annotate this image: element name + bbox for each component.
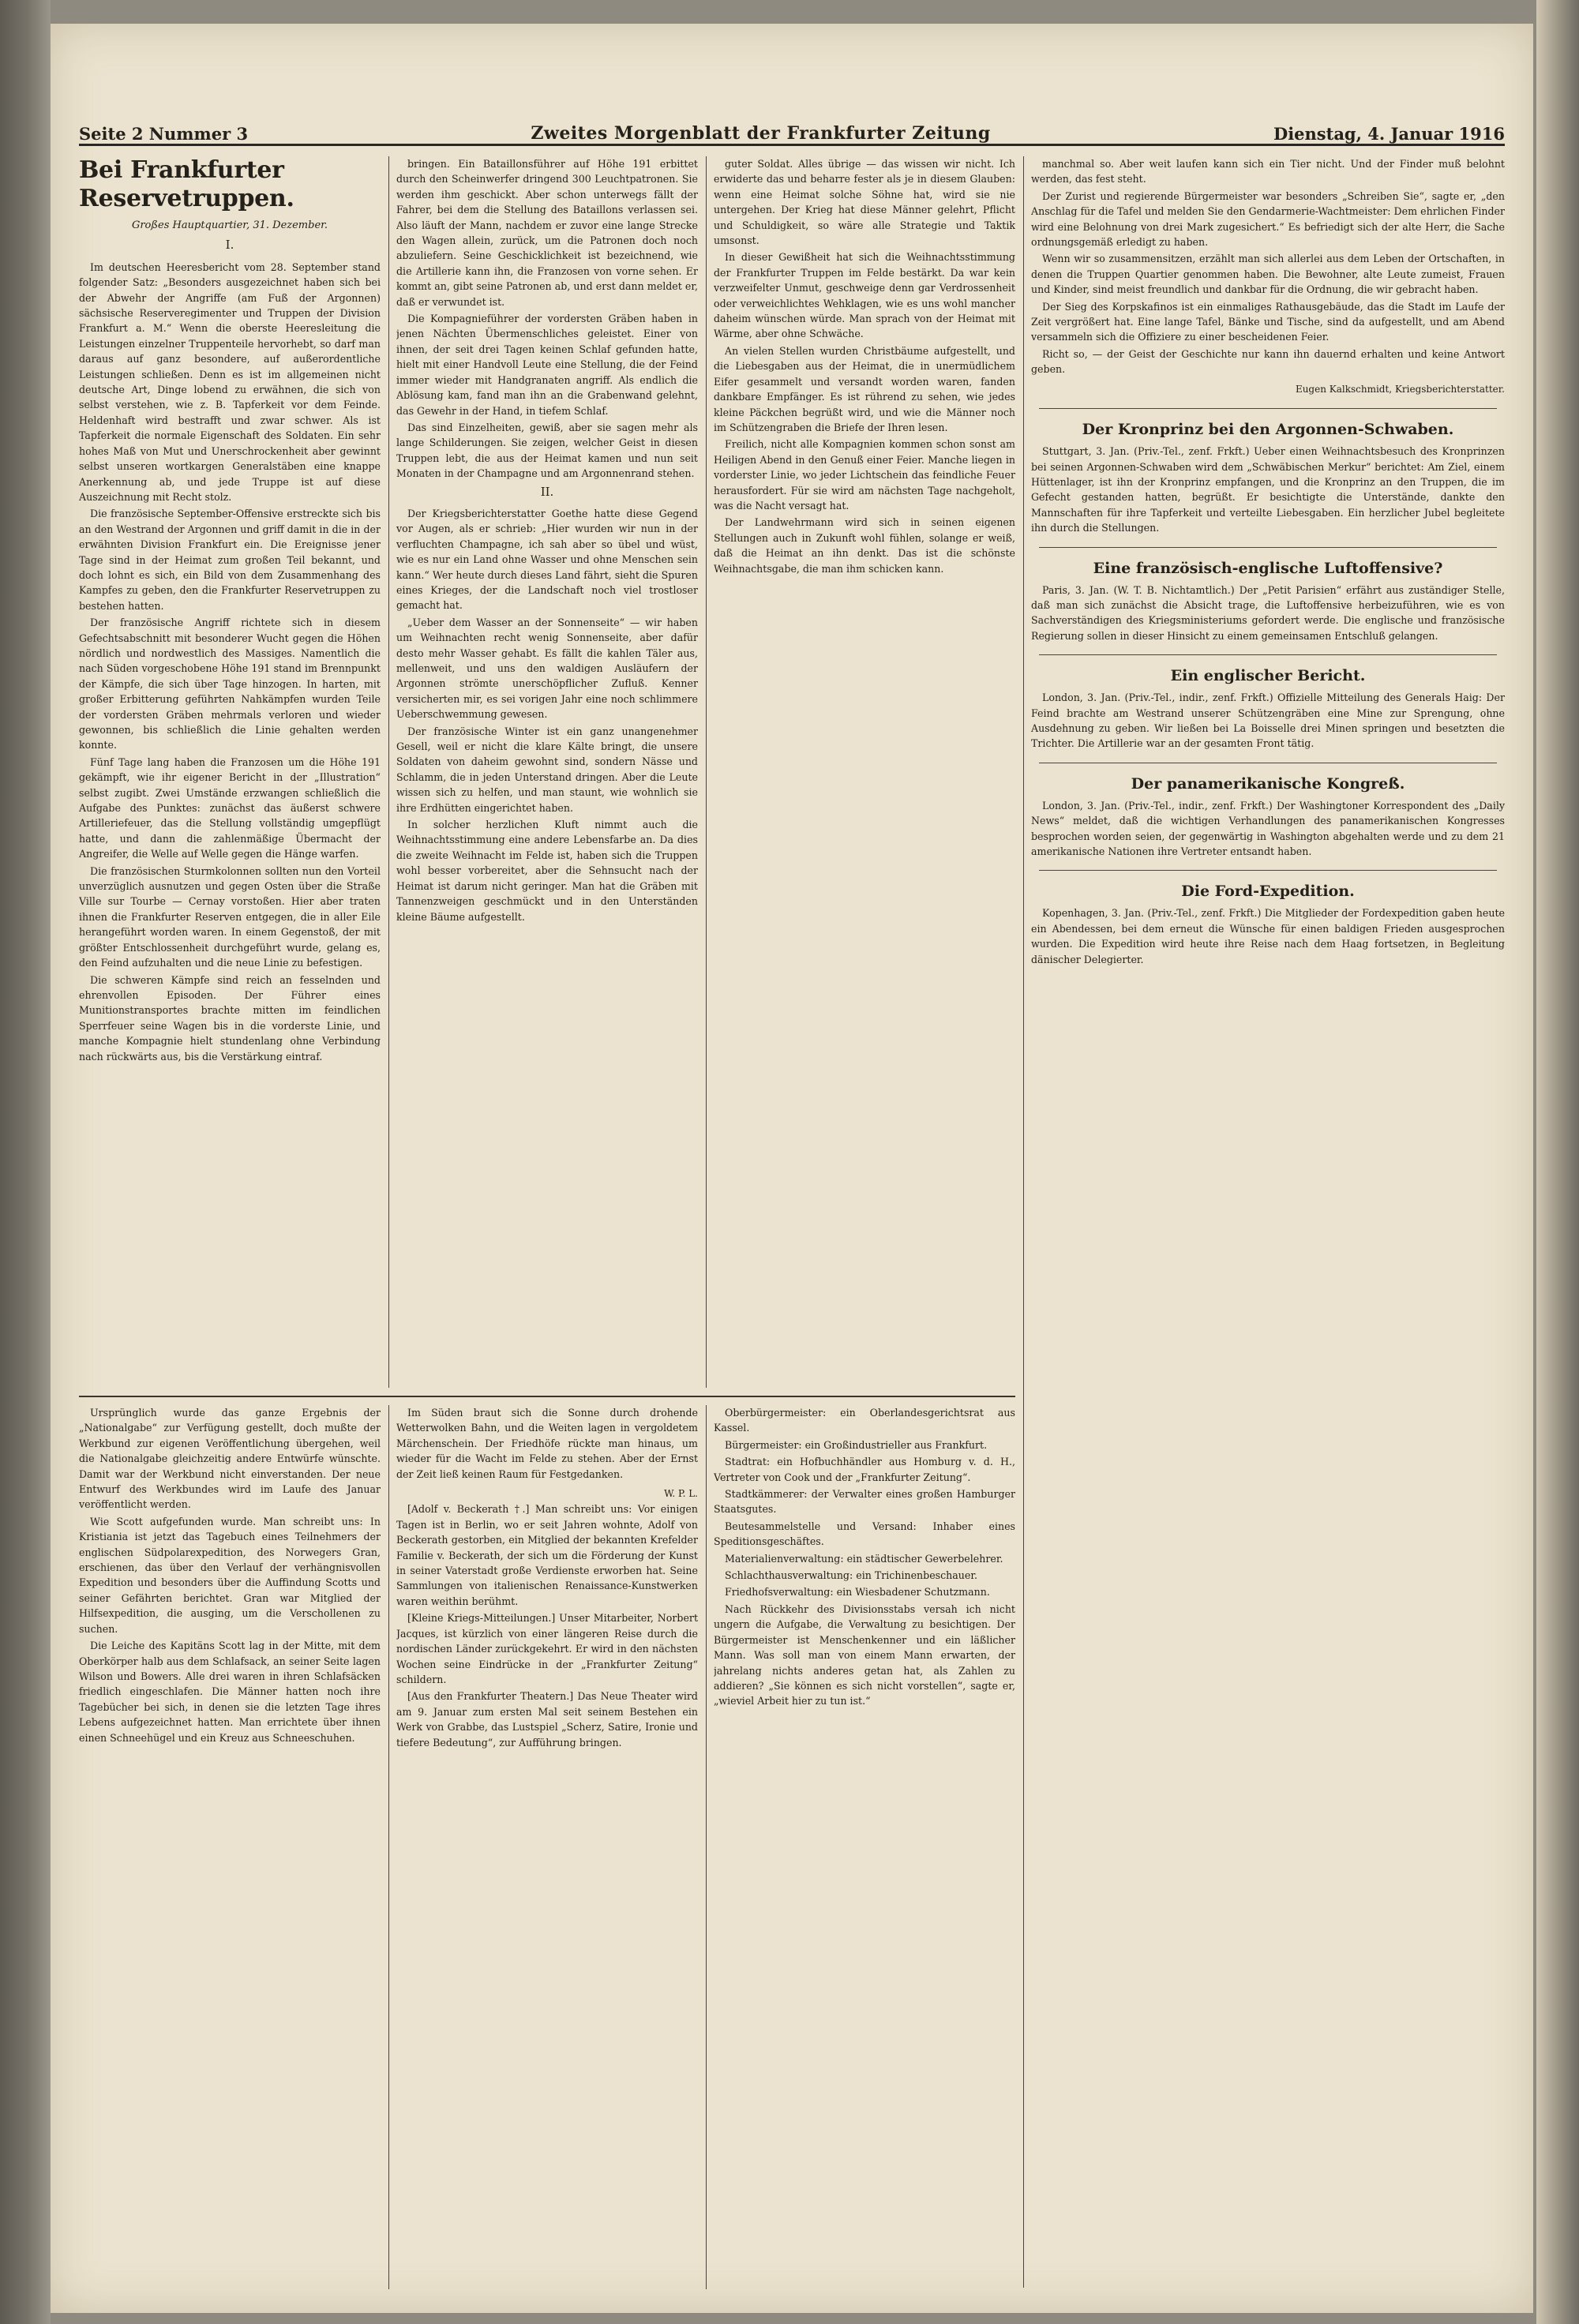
page-header xyxy=(79,96,1505,146)
column-rule xyxy=(1023,156,1024,2288)
paragraph: Friedhofsverwaltung: ein Wiesbadener Schutzmann. xyxy=(725,1586,990,1599)
paragraph: Der Kriegsberichterstatter Goethe hatte diese Gegend vor Augen, als er schrieb: „Hier wurden wir nun in der verfluchten Champagne, ich sah aber so übel und wüst, wie es nur ein Land ohne Wasser und ohne Menschen sein kann.“ Wer heute durch dieses Land fährt, sieht die Spuren eines Krieges, der die Landschaft noch viel trostloser gemacht hat. xyxy=(396,507,698,612)
paragraph: Oberbürgermeister: ein Oberlandesgerichtsrat aus Kassel. xyxy=(714,1407,1015,1434)
paragraph: Der französische Angriff richtete sich in diesem Gefechtsabschnitt mit besonderer Wucht gegen die Höhen nördlich und nordwestlich des Massiges. Namentlich die nach Süden vorgeschobene Höhe 191 stand im Brennpunkt der Kämpfe, die sich über Tage hinzogen. In harten, mit großer Erbitterung geführten Nahkämpfen wurden Teile der vordersten Gräben mehrmals verloren und wieder gewonnen, bis schließlich die Linie gehalten werden konnte. xyxy=(79,617,381,752)
column-2 xyxy=(396,156,698,1388)
lower-column-3 xyxy=(714,1405,1015,2289)
paragraph: Die Leiche des Kapitäns Scott lag in der Mitte, mit dem Oberkörper halb aus dem Schlafsack, an seiner Seite lagen Wilson und Bowers. Alle drei waren in ihren Schlafsäcken friedlich eingeschlafen. Die Männer hatten noch ihre Tagebücher bei sich, in denen sie die letzten Tage ihres Lebens aufgezeichnet hatten. Man errichtete über ihnen einen Schneehügel und ein Kreuz aus Schneeschuhen. xyxy=(79,1640,381,1744)
paragraph: Die französischen Sturmkolonnen sollten nun den Vorteil unverzüglich ausnutzen und gegen Osten über die Straße Ville sur Tourbe — Cernay vorstoßen. Hier aber traten ihnen die Frankfurter Reserven entgegen, die in aller Eile herangeführt worden waren. In einem Gegenstoß, der mit größter Entschlossenheit durchgeführt wurde, gelang es, den Feind aufzuhalten und die neue Linie zu befestigen. xyxy=(79,864,381,969)
divider xyxy=(1039,870,1497,871)
author-signature: Eugen Kalkschmidt, Kriegsberichterstatter. xyxy=(1295,383,1505,395)
section-rule xyxy=(79,1396,1015,1397)
paragraph: manchmal so. Aber weit laufen kann sich ein Tier nicht. Und der Finder muß belohnt werden, das fest steht. xyxy=(1031,158,1505,186)
section-number: I. xyxy=(225,238,234,253)
paragraph: London, 3. Jan. (Priv.-Tel., indir., zenf. Frkft.) Offizielle Mitteilung des Generals Haig: Der Feind brachte am Westrand unserer Schützengräben eine Mine zur Sprengung, ohne Ausdehnung zu geben. Wir ließen bei La Boisselle drei Minen springen und besetzten die Trichter. Die Artillerie war an der gesamten Front tätig. xyxy=(1031,692,1505,750)
divider xyxy=(1039,408,1497,409)
paragraph: Freilich, nicht alle Kompagnien kommen schon sonst am Heiligen Abend in den Genuß einer Feier. Manche liegen in vorderster Linie, wo jeder Lichtschein das feindliche Feuer herausfordert. Für sie wird am nächsten Tage nachgeholt, was die Nacht versagt hat. xyxy=(714,438,1015,512)
paragraph: Fünf Tage lang haben die Franzosen um die Höhe 191 gekämpft, wie ihr eigener Bericht in der „Illustration“ selbst zugibt. Zwei Umstände erzwangen schließlich die Aufgabe des Punktes: zunächst das äußerst schwere Artilleriefeuer, das die Stellung vollständig umgepflügt hatte, und dann die zahlenmäßige Übermacht der Angreifer, die Welle auf Welle gegen die Hänge warfen. xyxy=(79,755,381,860)
paragraph: bringen. Ein Bataillonsführer auf Höhe 191 erbittet durch den Scheinwerfer dringend 300 Leuchtpatronen. Sie werden ihm geschickt. Aber schon unterwegs fällt der Fahrer, bei dem die Stellung des Bataillons verlassen sei. Also läuft der Mann, nachdem er zuvor eine lange Strecke den Wagen allein, zurück, um die Patronen doch noch abzuliefern. Seine Geschicklichkeit ist bezeichnend, wie die Artillerie kann ihn, die Franzosen von vorne sehen. Er kommt an, gibt seine Patronen ab, und erst dann meldet er, daß er verwundet ist. xyxy=(396,158,698,308)
section-title: Eine französisch-englische Luftoffensive? xyxy=(1093,559,1443,577)
paragraph: Wenn wir so zusammensitzen, erzählt man sich allerlei aus dem Leben der Ortschaften, in denen die Truppen Quartier genommen haben. Die Bewohner, alte Leute zumeist, Frauen und Kinder, sind meist freundlich und dankbar für die Ordnung, die wir gebracht haben. xyxy=(1031,253,1505,296)
article-headline: Bei Frankfurter Reservetruppen. xyxy=(79,156,294,212)
paragraph: Kopenhagen, 3. Jan. (Priv.-Tel., zenf. Frkft.) Die Mitglieder der Fordexpedition gaben heute ein Abendessen, bei dem erneut die Wünsche für einen baldigen Frieden ausgesprochen wurden. Die Expedition wird heute ihre Reise nach dem Haag fortsetzen, in Begleitung dänischer Delegierter. xyxy=(1031,907,1505,965)
paragraph: In solcher herzlichen Kluft nimmt auch die Weihnachtsstimmung eine andere Lebensfarbe an. Da dies die zweite Weihnacht im Felde ist, haben sich die Truppen wohl besser vorbereitet, aber die Sehnsucht nach der Heimat ist darum nicht geringer. Man hat die Gräben mit Tannenzweigen geschmückt und in den Unterständen kleine Bäume aufgestellt. xyxy=(396,819,698,923)
paragraph: Stadtkämmerer: der Verwalter eines großen Hamburger Staatsgutes. xyxy=(714,1488,1015,1516)
paragraph: Der Sieg des Korpskafinos ist ein einmaliges Rathausgebäude, das die Stadt im Laufe der Zeit vergrößert hat. Eine lange Tafel, Bänke und Tische, sind da aufgestellt, und am Abend versammeln sich die Offiziere zu einer bescheidenen Feier. xyxy=(1031,300,1505,343)
lower-column-2 xyxy=(396,1405,698,2289)
paragraph: An vielen Stellen wurden Christbäume aufgestellt, und die Liebesgaben aus der Heimat, die in unermüdlichem Eifer gesammelt und versandt worden waren, fanden dankbare Empfänger. Es ist rührend zu sehen, wie jedes kleine Päckchen begrüßt wird, und wie die Männer noch im Schützengraben die Briefe der Ihren lesen. xyxy=(714,344,1015,433)
issue-date: Dienstag, 4. Januar 1916 xyxy=(1273,124,1505,144)
column-rule xyxy=(388,156,389,1388)
section-title: Der Kronprinz bei den Argonnen-Schwaben. xyxy=(1082,421,1454,439)
paragraph: London, 3. Jan. (Priv.-Tel., indir., zenf. Frkft.) Der Washingtoner Korrespondent des „Daily News“ meldet, daß die wichtigen Verhandlungen des panamerikanischen Kongresses besprochen worden seien, der gegenwärtig in Washington abgehalten werde und zu dem 21 amerikanische Nationen ihre Vertreter entsandt haben. xyxy=(1031,799,1505,857)
paragraph: Paris, 3. Jan. (W. T. B. Nichtamtlich.) Der „Petit Parisien“ erfährt aus zuständiger Stelle, daß man sich zunächst die Absicht trage, die Luftoffensive herbeizuführen, wie es von Sachverständigen des Kriegsministeriums gefordert werde. Die englische und französische Regierung sollen in dieser Hinsicht zu einem gemeinsamen Entschluß gelangen. xyxy=(1031,583,1505,642)
paragraph: „Ueber dem Wasser an der Sonnenseite“ — wir haben um Weihnachten recht wenig Sonnenseite, aber dafür desto mehr Wasser gehabt. Es fällt die kahlen Täler aus, mellenweit, und uns den waldigen Ausläufern der Argonnen strömte unerschöpflicher Zufluß. Kenner versicherten mir, es sei vorigen Jahr eine noch schlimmere Ueberschwemmung gewesen. xyxy=(396,616,698,721)
newspaper-page xyxy=(51,24,1533,2313)
column-right xyxy=(1031,156,1505,2288)
masthead-title: Zweites Morgenblatt der Frankfurter Zeitung xyxy=(531,123,991,144)
paragraph: Stuttgart, 3. Jan. (Priv.-Tel., zenf. Frkft.) Ueber einen Weihnachtsbesuch des Kronprinzen bei seinen Argonnen-Schwaben wird dem „Schwäbischen Merkur“ berichtet: Am Ziel, einem Hüttenlager, ist ihn der Kronprinz empfangen, und die Kronprinz an den Truppen, die im Gefecht gestanden hatten, begrüßt. Er besichtigte die Unterstände, dankte den Mannschaften für ihre Tapferkeit und verteilte Liebesgaben. Ein herzlicher Jubel begleitete ihn durch die Stellungen. xyxy=(1031,445,1505,534)
lower-column-1 xyxy=(79,1405,381,2289)
column-3 xyxy=(714,156,1015,1388)
paragraph: Schlachthausverwaltung: ein Trichinenbeschauer. xyxy=(725,1569,978,1582)
section-title: Die Ford-Expedition. xyxy=(1181,883,1355,901)
section-title: Ein englischer Bericht. xyxy=(1170,667,1366,685)
paragraph: Der Zurist und regierende Bürgermeister war besonders „Schreiben Sie“, sagte er, „den Anschlag für die Tafel und melden Sie den Gendarmerie-Wachtmeister: Dem ehrlichen Finder wird eine Belohnung von drei Mark zugesichert.“ Es befriedigt sich der alte Herr, die Sache ordnungsgemäß erledigt zu haben. xyxy=(1031,189,1505,249)
author-signature: W. P. L. xyxy=(664,1488,698,1500)
paragraph: Ursprünglich wurde das ganze Ergebnis der „Nationalgabe“ zur Verfügung gestellt, doch mußte der Werkbund zur eigenen Veröffentlichung übergehen, weil die Nationalgabe gleichzeitig andere Entwürfe wünschte. Damit war der Werkbund nicht einverstanden. Der neue Entwurf des Werkbundes wird im Laufe des Januar veröffentlicht werden. xyxy=(79,1407,381,1511)
paragraph: Stadtrat: ein Hofbuchhändler aus Homburg v. d. H., Vertreter von Cook und der „Frankfurter Zeitung“. xyxy=(714,1456,1015,1483)
page-number: Seite 2 Nummer 3 xyxy=(79,124,249,144)
paragraph: Im Süden braut sich die Sonne durch drohende Wetterwolken Bahn, und die Weiten lagen in vergoldetem Märchenschein. Der Friedhöfe rückte man hinaus, um wieder für die Wacht im Felde zu stehen. Aber der Ernst der Zeit ließ keinen Raum für Festgedanken. xyxy=(396,1407,698,1480)
column-rule xyxy=(388,1405,389,2289)
paragraph: [Kleine Kriegs-Mitteilungen.] Unser Mitarbeiter, Norbert Jacques, ist kürzlich von einer längeren Reise durch die nordischen Länder zurückgekehrt. Er wird in den nächsten Wochen seine Eindrücke in der „Frankfurter Zeitung“ schildern. xyxy=(396,1612,698,1685)
scan-page-edge xyxy=(1536,0,1579,2324)
paragraph: guter Soldat. Alles übrige — das wissen wir nicht. Ich erwiderte das und beharre fester als je in diesem Glauben: wenn eine Heimat solche Söhne hat, wird sie nie untergehen. Der Krieg hat diese Männer gelehrt, Pflicht und Schuldigkeit, so wäre alle Strategie und Taktik umsonst. xyxy=(714,158,1015,247)
column-rule xyxy=(706,156,707,1388)
paragraph: Richt so, — der Geist der Geschichte nur kann ihn dauernd erhalten und keine Antwort geben. xyxy=(1031,347,1505,376)
paragraph: Nach Rückkehr des Divisionsstabs versah ich nicht ungern die Aufgabe, die Verwaltung zu besichtigen. Der Bürgermeister ist Menschenkenner und ein läßlicher Mann. Was soll man von einem Mann erwarten, der jahrelang nichts anderes getan hat, als Zahlen zu addieren? „Sie können es sich nicht vorstellen“, sagte er, „wieviel Arbeit hier zu tun ist.“ xyxy=(714,1602,1015,1707)
paragraph: Bürgermeister: ein Großindustrieller aus Frankfurt. xyxy=(725,1438,988,1451)
paragraph: Beutesammelstelle und Versand: Inhaber eines Speditionsgeschäftes. xyxy=(714,1520,1015,1548)
section-title: Der panamerikanische Kongreß. xyxy=(1131,774,1405,793)
paragraph: Wie Scott aufgefunden wurde. Man schreibt uns: In Kristiania ist jetzt das Tagebuch eines Teilnehmers der englischen Südpolarexpedition, des Norwegers Gran, erschienen, das über den Verlauf der verhängnisvollen Expedition und besonders über die Auffindung Scotts und seiner Gefährten berichtet. Gran war Mitglied der Hilfsexpedition, die ausging, um die Verschollenen zu suchen. xyxy=(79,1515,381,1635)
paragraph: Die schweren Kämpfe sind reich an fesselnden und ehrenvollen Episoden. Der Führer eines Munitionstransportes brachte mitten im feindlichen Sperrfeuer seine Wagen bis in die vorderste Linie, und manche Kompagnie hielt stundenlang ohne Verbindung nach rückwärts aus, bis die Verstärkung eintraf. xyxy=(79,973,381,1063)
column-1 xyxy=(79,156,381,1388)
column-rule xyxy=(706,1405,707,2289)
paragraph: In dieser Gewißheit hat sich die Weihnachtsstimmung der Frankfurter Truppen im Felde bestärkt. Da war kein verzweifelter Unmut, geschweige denn gar Verdrossenheit oder verweichlichtes Wehklagen, wie es uns wohl mancher daheim wünschen würde. Man sprach von der Heimat mit Wärme, aber ohne Schwäche. xyxy=(714,251,1015,340)
paragraph: [Aus den Frankfurter Theatern.] Das Neue Theater wird am 9. Januar zum ersten Mal seit seinem Bestehen ein Werk von Grabbe, das Lustspiel „Scherz, Satire, Ironie und tiefere Bedeutung“, zur Aufführung bringen. xyxy=(396,1690,698,1749)
paragraph: Der französische Winter ist ein ganz unangenehmer Gesell, weil er nicht die klare Kälte bringt, die unsere Soldaten von daheim gewohnt sind, sondern Nässe und Schlamm, die in jeden Unterstand dringen. Aber die Leute wissen sich zu helfen, und man staunt, wie wohnlich sie ihre Erdhütten eingerichtet haben. xyxy=(396,725,698,814)
section-number: II. xyxy=(540,484,554,499)
paragraph: Der Landwehrmann wird sich in seinen eigenen Stellungen auch in Zukunft wohl fühlen, solange er weiß, daß die Heimat an ihn denkt. Das ist die schönste Weihnachtsgabe, die man ihm schicken kann. xyxy=(714,516,1015,575)
paragraph: Das sind Einzelheiten, gewiß, aber sie sagen mehr als lange Schilderungen. Sie zeigen, welcher Geist in diesen Truppen lebt, die aus der Heimat kamen und nun seit Monaten in der Champagne und am Argonnenrand stehen. xyxy=(396,421,698,480)
paragraph: Materialienverwaltung: ein städtischer Gewerbelehrer. xyxy=(725,1552,1003,1565)
paragraph: Die französische September-Offensive erstreckte sich bis an den Westrand der Argonnen und griff damit in die in der erwähnten Division Frankfurt ein. Die Ereignisse jener Tage sind in der Heimat zum großen Teil bekannt, und doch lohnt es sich, ein Bild von dem Zusammenhang des Kampfes zu geben, den die Frankfurter Reservetruppen zu bestehen hatten. xyxy=(79,508,381,612)
article-dateline: Großes Hauptquartier, 31. Dezember. xyxy=(131,219,328,231)
paragraph: [Adolf v. Beckerath †.] Man schreibt uns: Vor einigen Tagen ist in Berlin, wo er seit Jahren wohnte, Adolf von Beckerath gestorben, ein Mitglied der bekannten Krefelder Familie v. Beckerath, der sich um die Förderung der Kunst in seiner Vaterstadt große Verdienste erworben hat. Seine Sammlungen von italienischen Renaissance-Kunstwerken waren weithin berühmt. xyxy=(396,1503,698,1607)
paragraph: Die Kompagnieführer der vordersten Gräben haben in jenen Nächten Übermenschliches geleistet. Einer von ihnen, der seit drei Tagen keinen Schlaf gefunden hatte, hielt mit einer Handvoll Leute eine Stellung, die der Feind immer wieder mit Handgranaten angriff. Als endlich die Ablösung kam, fand man ihn an die Grabenwand gelehnt, das Gewehr in der Hand, in tiefem Schlaf. xyxy=(396,313,698,417)
divider xyxy=(1039,547,1497,548)
scan-binding-shadow xyxy=(0,0,51,2324)
divider xyxy=(1039,654,1497,655)
paragraph: Im deutschen Heeresbericht vom 28. September stand folgender Satz: „Besonders ausgezeichnet haben sich bei der Abwehr der Angriffe (am Fuß der Argonnen) sächsische Reserveregimenter und Truppen der Division Frankfurt a. M.“ Wenn die oberste Heeresleitung die Leistungen einzelner Truppenteile hervorhebt, so darf man daraus auf ganz besondere, auf außerordentliche Leistungen schließen. Denn es ist im allgemeinen nicht deutsche Art, Dinge lobend zu erwähnen, die sich von selbst verstehen, wie z. B. Tapferkeit vor dem Feinde. Heldenhaft wird bestrafft und zwar schwer. Als ist Tapferkeit die normale Eigenschaft des Soldaten. Ein sehr hohes Maß von Mut und Unerschrockenheit aber gewinnt selbst unseren wortkargen Generalstäben eine knappe Anerkennung ab, und jede Truppe ist auf diese Auszeichnung mit Recht stolz. xyxy=(79,261,381,503)
